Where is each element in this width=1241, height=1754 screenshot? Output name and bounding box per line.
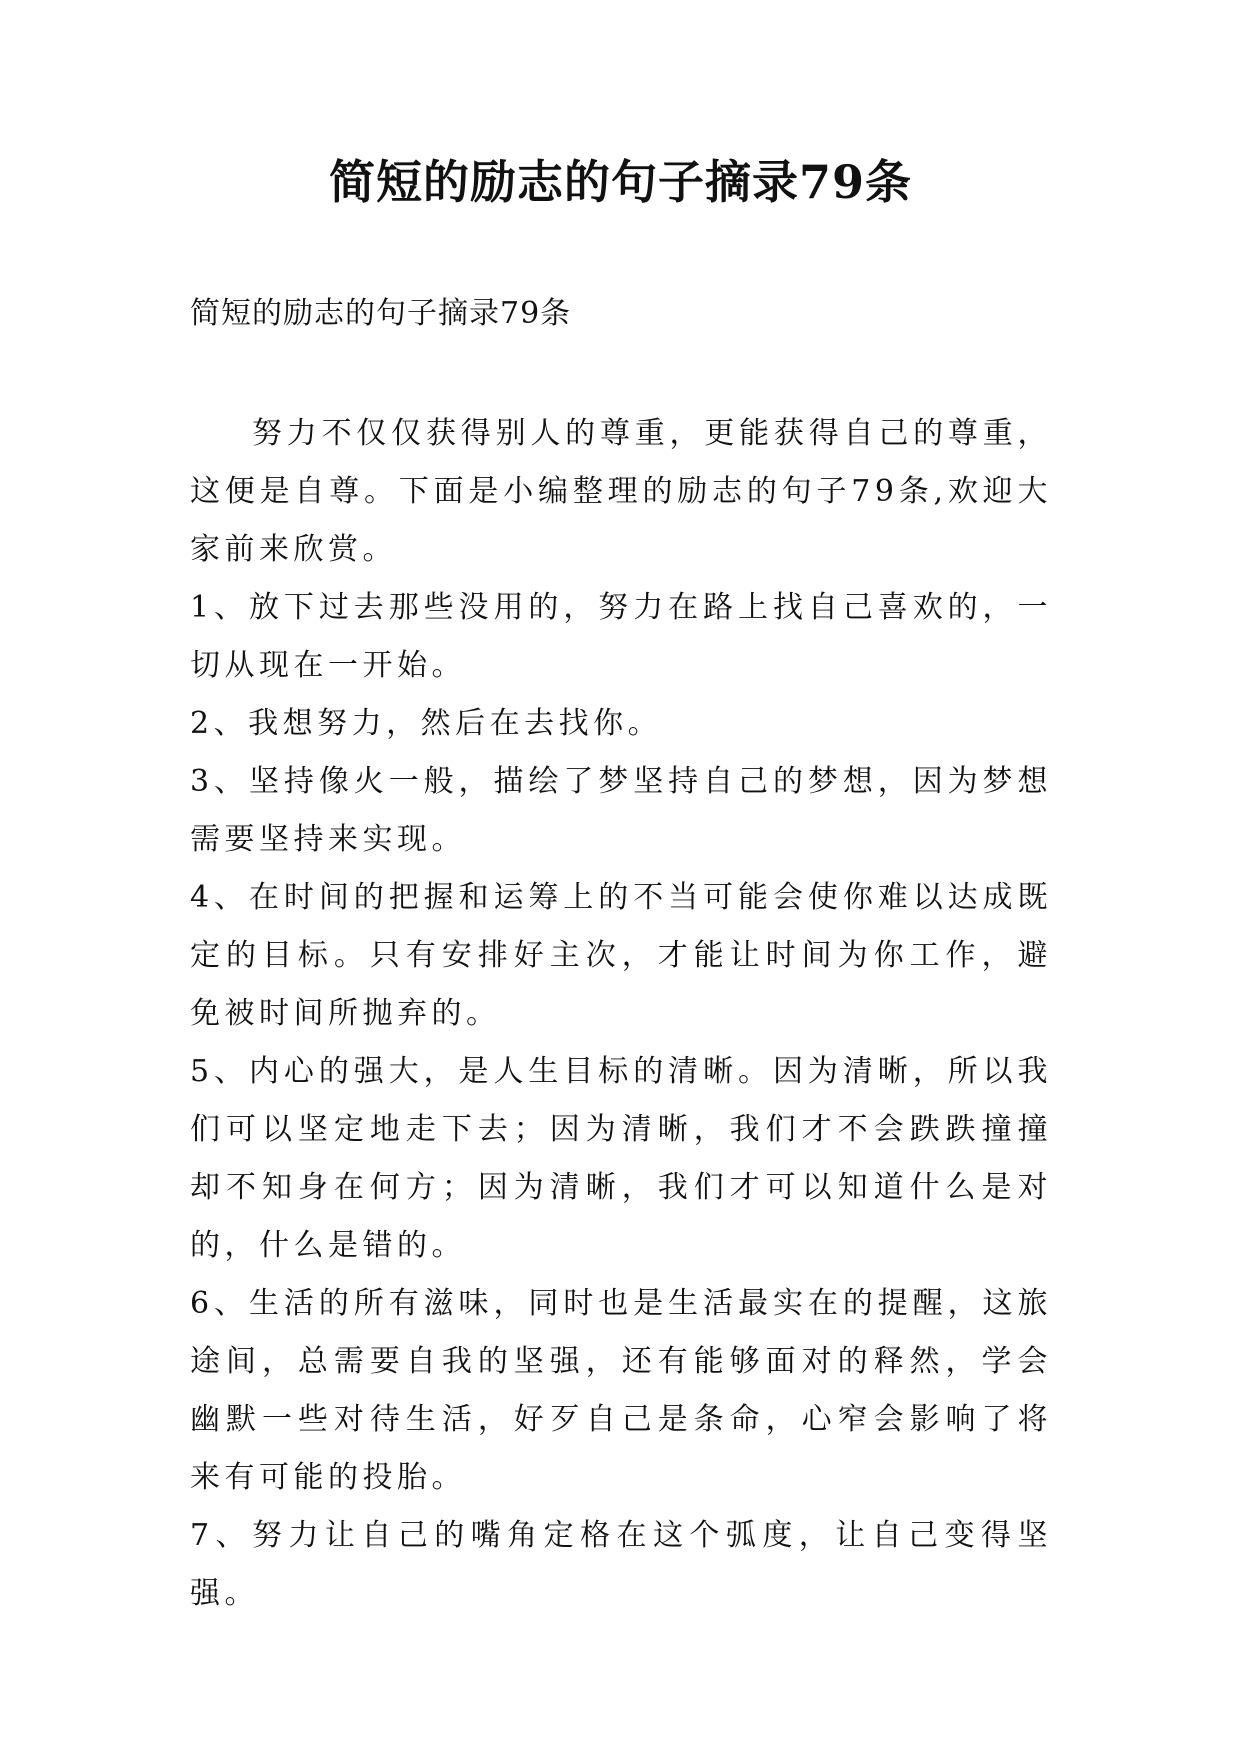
list-item: 6、生活的所有滋味，同时也是生活最实在的提醒，这旅途间，总需要自我的坚强，还有能够面对的释然，学会幽默一些对待生活，好歹自己是条命，心窄会影响了将来有可能的投胎。 (190, 1286, 1052, 1495)
intro-paragraph: 努力不仅仅获得别人的尊重，更能获得自己的尊重，这便是自尊。下面是小编整理的励志的句子79条,欢迎大家前来欣赏。 (190, 416, 1052, 567)
list-item: 1、放下过去那些没用的，努力在路上找自己喜欢的，一切从现在一开始。 (190, 590, 1052, 683)
list-item: 5、内心的强大，是人生目标的清晰。因为清晰，所以我们可以坚定地走下去；因为清晰，我们才不会跌跌撞撞却不知身在何方；因为清晰，我们才可以知道什么是对的，什么是错的。 (190, 1054, 1052, 1263)
list-item: 2、我想努力，然后在去找你。 (190, 706, 663, 741)
list-item: 3、坚持像火一般，描绘了梦坚持自己的梦想，因为梦想需要坚持来实现。 (190, 764, 1052, 857)
list-item: 7、努力让自己的嘴角定格在这个弧度，让自己变得坚强。 (190, 1518, 1052, 1611)
document-body (190, 405, 1052, 1623)
document-title: 简短的励志的句子摘录79条 (328, 155, 912, 209)
document-subtitle: 简短的励志的句子摘录79条 (190, 296, 572, 331)
list-item: 4、在时间的把握和运筹上的不当可能会使你难以达成既定的目标。只有安排好主次，才能让时间为你工作，避免被时间所抛弃的。 (190, 880, 1052, 1031)
